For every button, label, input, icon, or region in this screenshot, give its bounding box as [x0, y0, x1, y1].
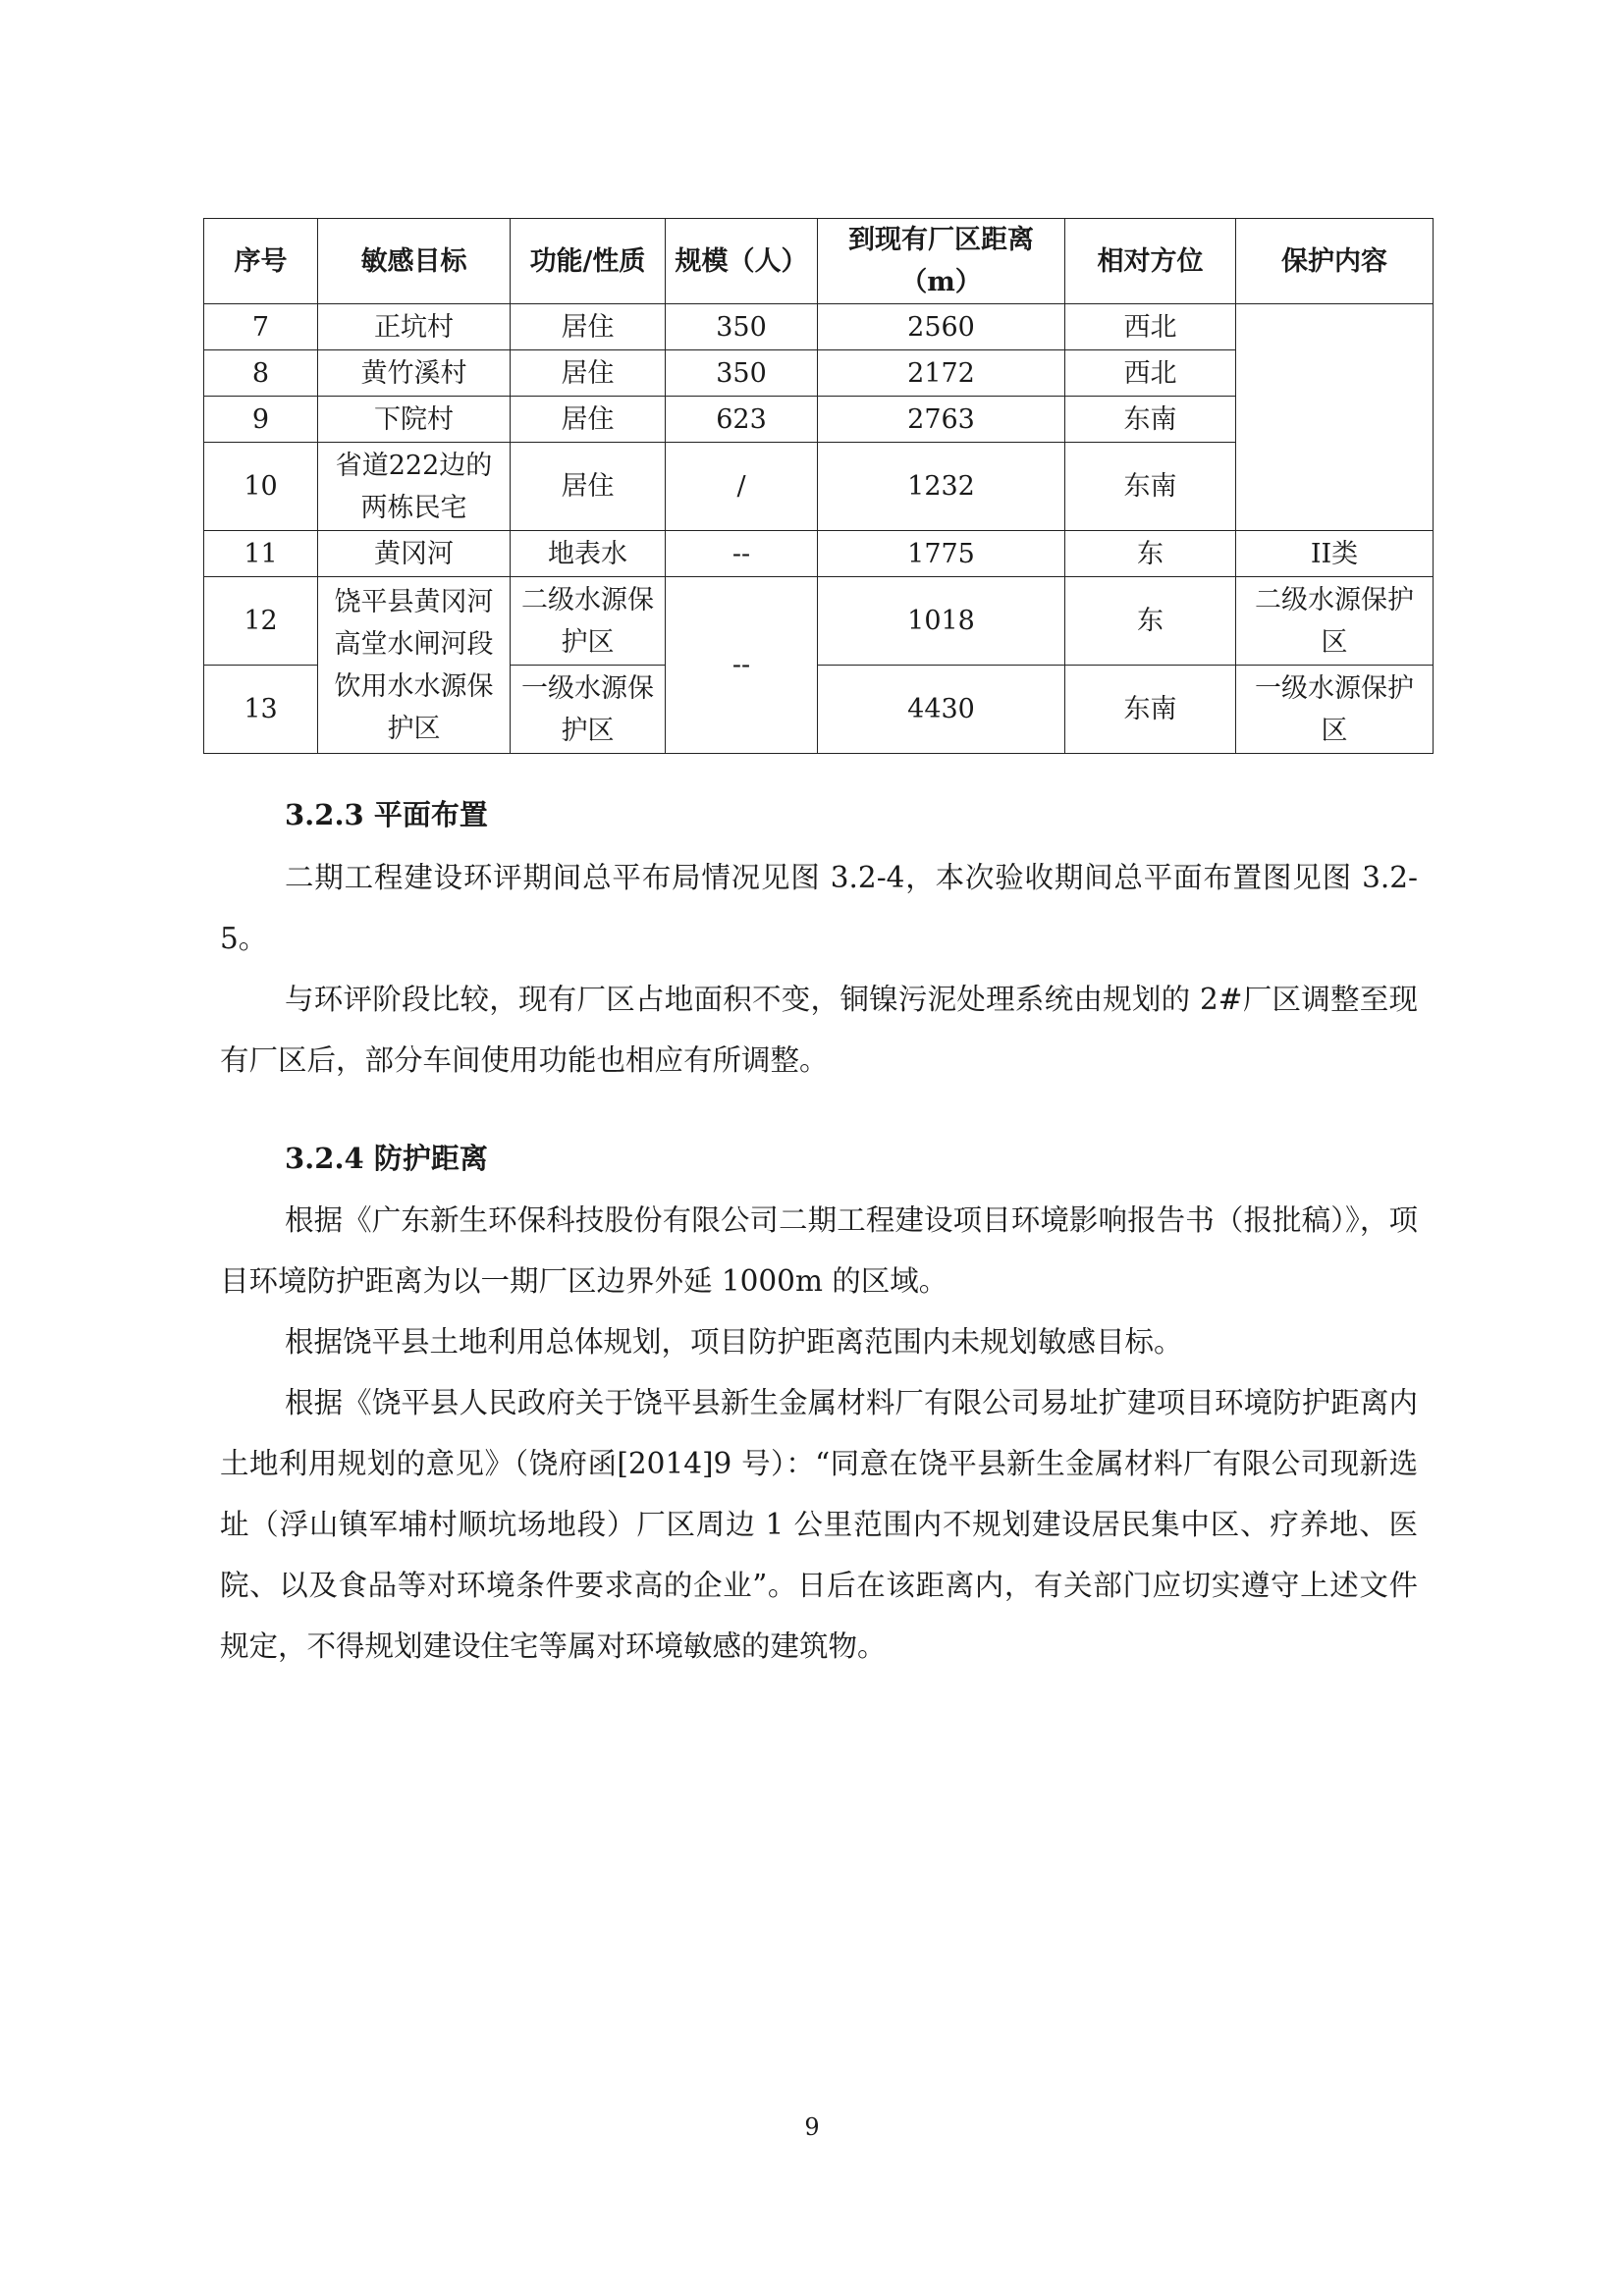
paragraph: 根据《饶平县人民政府关于饶平县新生金属材料厂有限公司易址扩建项目环境防护距离内土地利用规划的意见》（饶府函[2014]9 号）：“同意在饶平县新生金属材料厂有限公司现新选址（浮山镇军埔村顺坑场地段）厂区周边 1 公里范围内不规划建设居民集中区、疗养地、医院、以及食品等对环境条件要求高的企业”。日后在该距离内，有关部门应切实遵守上述文件规定，不得规划建设住宅等属对环境敏感的建筑物。 — [220, 1386, 1418, 1663]
cell-direction: 东 — [1065, 577, 1236, 666]
cell-protect-empty — [1236, 304, 1434, 531]
cell-no: 7 — [204, 304, 318, 350]
cell-distance: 2560 — [818, 304, 1065, 350]
cell-scale: 623 — [666, 397, 818, 443]
cell-distance: 1018 — [818, 577, 1065, 666]
header-cell: 规模（人） — [666, 219, 818, 304]
cell-function: 一级水源保护区 — [511, 666, 666, 754]
table-row — [204, 577, 1434, 666]
cell-function: 居住 — [511, 350, 666, 397]
cell-distance: 4430 — [818, 666, 1065, 754]
cell-target: 正坑村 — [318, 304, 511, 350]
cell-distance: 1232 — [818, 443, 1065, 531]
table-row — [204, 304, 1434, 350]
header-cell: 功能/性质 — [511, 219, 666, 304]
cell-function: 地表水 — [511, 531, 666, 577]
cell-distance: 2763 — [818, 397, 1065, 443]
header-cell: 到现有厂区距离（m） — [818, 219, 1065, 304]
paragraph: 根据《广东新生环保科技股份有限公司二期工程建设项目环境影响报告书（报批稿）》，项目环境防护距离为以一期厂区边界外延 1000m 的区域。 — [220, 1203, 1418, 1298]
sensitive-targets-table — [203, 218, 1434, 754]
cell-function: 居住 — [511, 304, 666, 350]
section-body-layout — [220, 847, 1418, 1091]
cell-target: 省道222边的两栋民宅 — [318, 443, 511, 531]
cell-direction: 东南 — [1065, 443, 1236, 531]
cell-target: 下院村 — [318, 397, 511, 443]
cell-direction: 东 — [1065, 531, 1236, 577]
cell-no: 8 — [204, 350, 318, 397]
paragraph: 与环评阶段比较，现有厂区占地面积不变，铜镍污泥处理系统由规划的 2#厂区调整至现有厂区后，部分车间使用功能也相应有所调整。 — [220, 983, 1418, 1077]
cell-scale: 350 — [666, 350, 818, 397]
cell-protect: 一级水源保护区 — [1236, 666, 1434, 754]
header-cell: 序号 — [204, 219, 318, 304]
cell-distance: 2172 — [818, 350, 1065, 397]
section-body-protection-distance — [220, 1190, 1418, 1677]
cell-target: 黄冈河 — [318, 531, 511, 577]
cell-distance: 1775 — [818, 531, 1065, 577]
header-cell: 相对方位 — [1065, 219, 1236, 304]
cell-function: 居住 — [511, 397, 666, 443]
table-row — [204, 531, 1434, 577]
cell-direction: 东南 — [1065, 397, 1236, 443]
cell-scale: -- — [666, 531, 818, 577]
cell-direction: 西北 — [1065, 350, 1236, 397]
cell-scale: 350 — [666, 304, 818, 350]
table-header-row — [204, 219, 1434, 304]
cell-function: 二级水源保护区 — [511, 577, 666, 666]
cell-no: 10 — [204, 443, 318, 531]
cell-scale-merged: -- — [666, 577, 818, 754]
cell-protect: II类 — [1236, 531, 1434, 577]
cell-scale: / — [666, 443, 818, 531]
paragraph: 二期工程建设环评期间总平布局情况见图 3.2-4，本次验收期间总平面布置图见图 3.2-5。 — [220, 861, 1418, 955]
header-cell: 敏感目标 — [318, 219, 511, 304]
page-number: 9 — [804, 2113, 820, 2141]
header-cell: 保护内容 — [1236, 219, 1434, 304]
cell-no: 13 — [204, 666, 318, 754]
cell-function: 居住 — [511, 443, 666, 531]
cell-direction: 东南 — [1065, 666, 1236, 754]
sensitive-targets-table-container — [203, 218, 1433, 754]
cell-no: 9 — [204, 397, 318, 443]
cell-protect: 二级水源保护区 — [1236, 577, 1434, 666]
paragraph: 根据饶平县土地利用总体规划，项目防护距离范围内未规划敏感目标。 — [285, 1325, 1183, 1359]
cell-direction: 西北 — [1065, 304, 1236, 350]
cell-target: 黄竹溪村 — [318, 350, 511, 397]
cell-no: 11 — [204, 531, 318, 577]
cell-no: 12 — [204, 577, 318, 666]
section-heading-layout: 3.2.3 平面布置 — [285, 798, 488, 831]
section-heading-protection-distance: 3.2.4 防护距离 — [285, 1142, 488, 1175]
cell-target-merged: 饶平县黄冈河高堂水闸河段饮用水水源保护区 — [318, 577, 511, 754]
